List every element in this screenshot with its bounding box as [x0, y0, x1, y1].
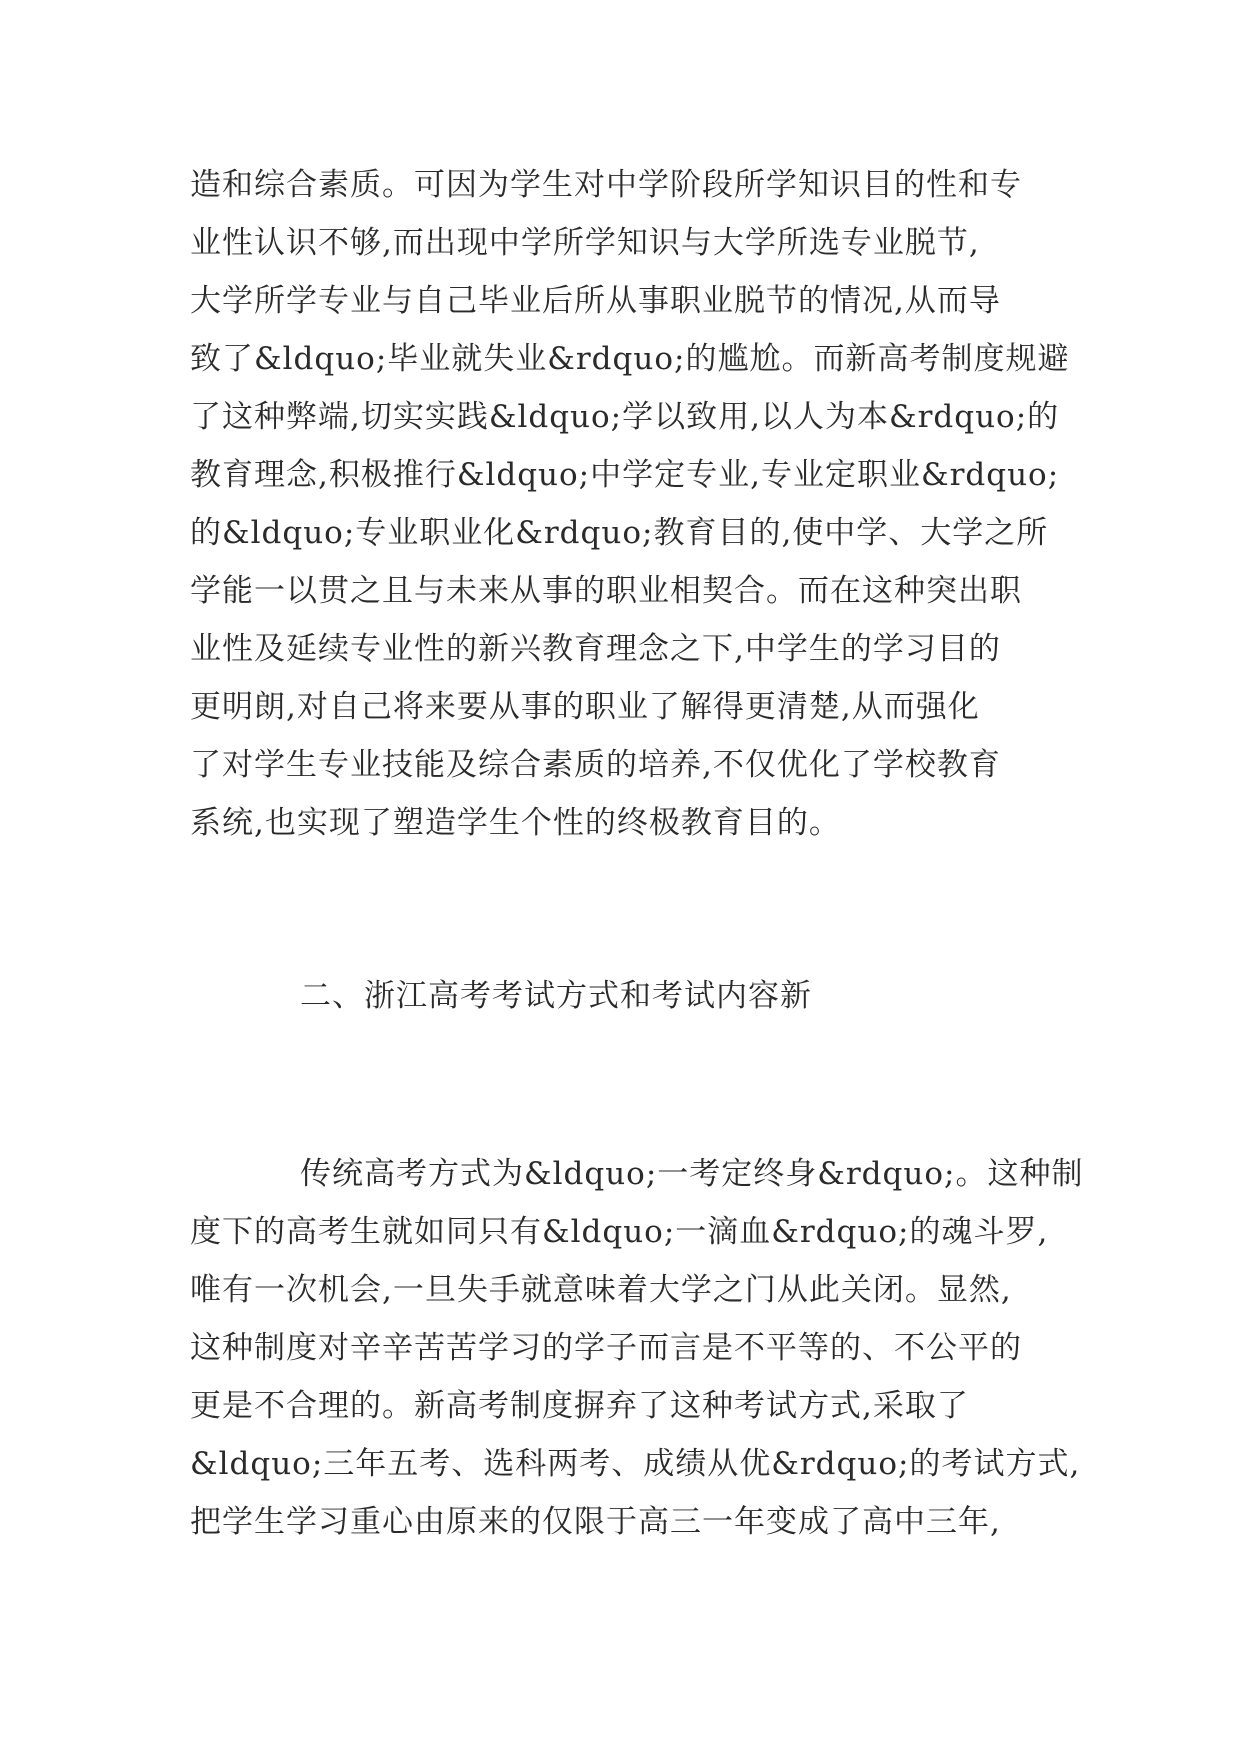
text-line: 度下的高考生就如同只有&ldquo;一滴血&rdquo;的魂斗罗, [190, 1214, 1049, 1250]
text-line: 致了&ldquo;毕业就失业&rdquo;的尴尬。而新高考制度规避 [190, 341, 1070, 377]
text-line: 大学所学专业与自己毕业后所从事职业脱节的情况,从而导 [190, 283, 1001, 319]
text-line: 唯有一次机会,一旦失手就意味着大学之门从此关闭。显然, [190, 1272, 1012, 1308]
text-line: 传统高考方式为&ldquo;一考定终身&rdquo;。这种制 [300, 1156, 1084, 1192]
text-line: 把学生学习重心由原来的仅限于高三一年变成了高中三年, [190, 1504, 1001, 1540]
text-line: 造和综合素质。可因为学生对中学阶段所学知识目的性和专 [190, 167, 1022, 203]
text-line: 系统,也实现了塑造学生个性的终极教育目的。 [190, 805, 841, 841]
text-line: 了这种弊端,切实实践&ldquo;学以致用,以人为本&rdquo;的 [190, 399, 1060, 435]
section-heading-text: 二、浙江高考考试方式和考试内容新 [300, 978, 812, 1014]
text-line: 学能一以贯之且与未来从事的职业相契合。而在这种突出职 [190, 573, 1022, 609]
body-paragraph [190, 156, 1070, 852]
text-line: 教育理念,积极推行&ldquo;中学定专业,专业定职业&rdquo; [190, 457, 1060, 493]
text-line: 了对学生专业技能及综合素质的培养,不仅优化了学校教育 [190, 747, 1001, 783]
text-line: 业性及延续专业性的新兴教育理念之下,中学生的学习目的 [190, 631, 1001, 667]
body-paragraph [190, 1145, 1084, 1551]
text-line: &ldquo;三年五考、选科两考、成绩从优&rdquo;的考试方式, [190, 1446, 1081, 1482]
text-line: 业性认识不够,而出现中学所学知识与大学所选专业脱节, [190, 225, 980, 261]
text-line: 更明朗,对自己将来要从事的职业了解得更清楚,从而强化 [190, 689, 980, 725]
text-line: 更是不合理的。新高考制度摒弃了这种考试方式,采取了 [190, 1388, 969, 1424]
text-line: 的&ldquo;专业职业化&rdquo;教育目的,使中学、大学之所 [190, 515, 1049, 551]
text-line: 这种制度对辛辛苦苦学习的学子而言是不平等的、不公平的 [190, 1330, 1022, 1366]
section-heading [190, 967, 1070, 1025]
